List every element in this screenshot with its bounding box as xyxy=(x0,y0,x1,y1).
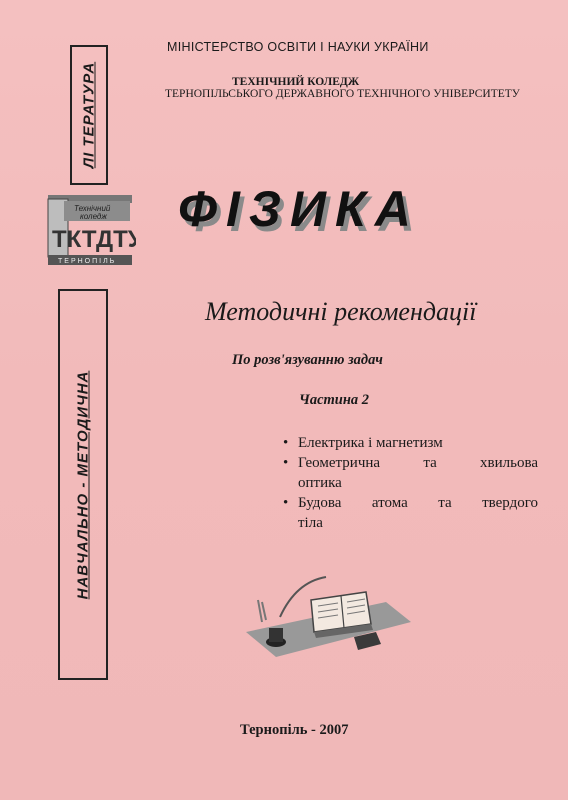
educational-methodical-label: НАВЧАЛЬНО - МЕТОДИЧНА xyxy=(74,370,92,599)
part-number: Частина 2 xyxy=(299,392,370,408)
topic-line: оптика xyxy=(298,475,342,491)
open-book-with-inkwell-icon xyxy=(236,562,416,662)
university-heading: ТЕРНОПІЛЬСЬКОГО ДЕРЖАВНОГО ТЕХНІЧНОГО УНІВЕРСИТЕТУ xyxy=(165,88,520,100)
topic-line: • Геометрична та хвильова xyxy=(298,455,538,471)
college-heading: ТЕХНІЧНИЙ КОЛЕДЖ xyxy=(232,76,360,88)
ministry-heading: МІНІСТЕРСТВО ОСВІТИ І НАУКИ УКРАЇНИ xyxy=(167,40,429,54)
logo-line2: коледж xyxy=(80,212,107,221)
cover-title: ФІЗИКА xyxy=(178,181,420,237)
topic-line: тіла xyxy=(298,515,323,531)
list-item xyxy=(283,433,538,453)
city-year-footer: Тернопіль - 2007 xyxy=(240,722,349,738)
cover-subtitle: Методичні рекомендації xyxy=(205,297,477,326)
task-line: По розв'язуванню задач xyxy=(232,352,383,368)
college-emblem-logo xyxy=(44,191,136,271)
literature-label: ЛІ ТЕРАТУРА xyxy=(80,61,98,169)
logo-letters: ТКТДТУ xyxy=(52,226,136,253)
topic-line: • Будова атома та твердого xyxy=(298,495,538,511)
logo-line1: Технічний xyxy=(74,204,111,213)
logo-city: ТЕРНОПІЛЬ xyxy=(58,258,117,265)
topics-list xyxy=(283,433,538,533)
educational-label-box xyxy=(58,289,108,680)
list-item xyxy=(283,453,538,493)
list-item xyxy=(283,493,538,533)
topic-line: • Електрика і магнетизм xyxy=(298,435,443,451)
literature-label-box xyxy=(70,45,108,185)
